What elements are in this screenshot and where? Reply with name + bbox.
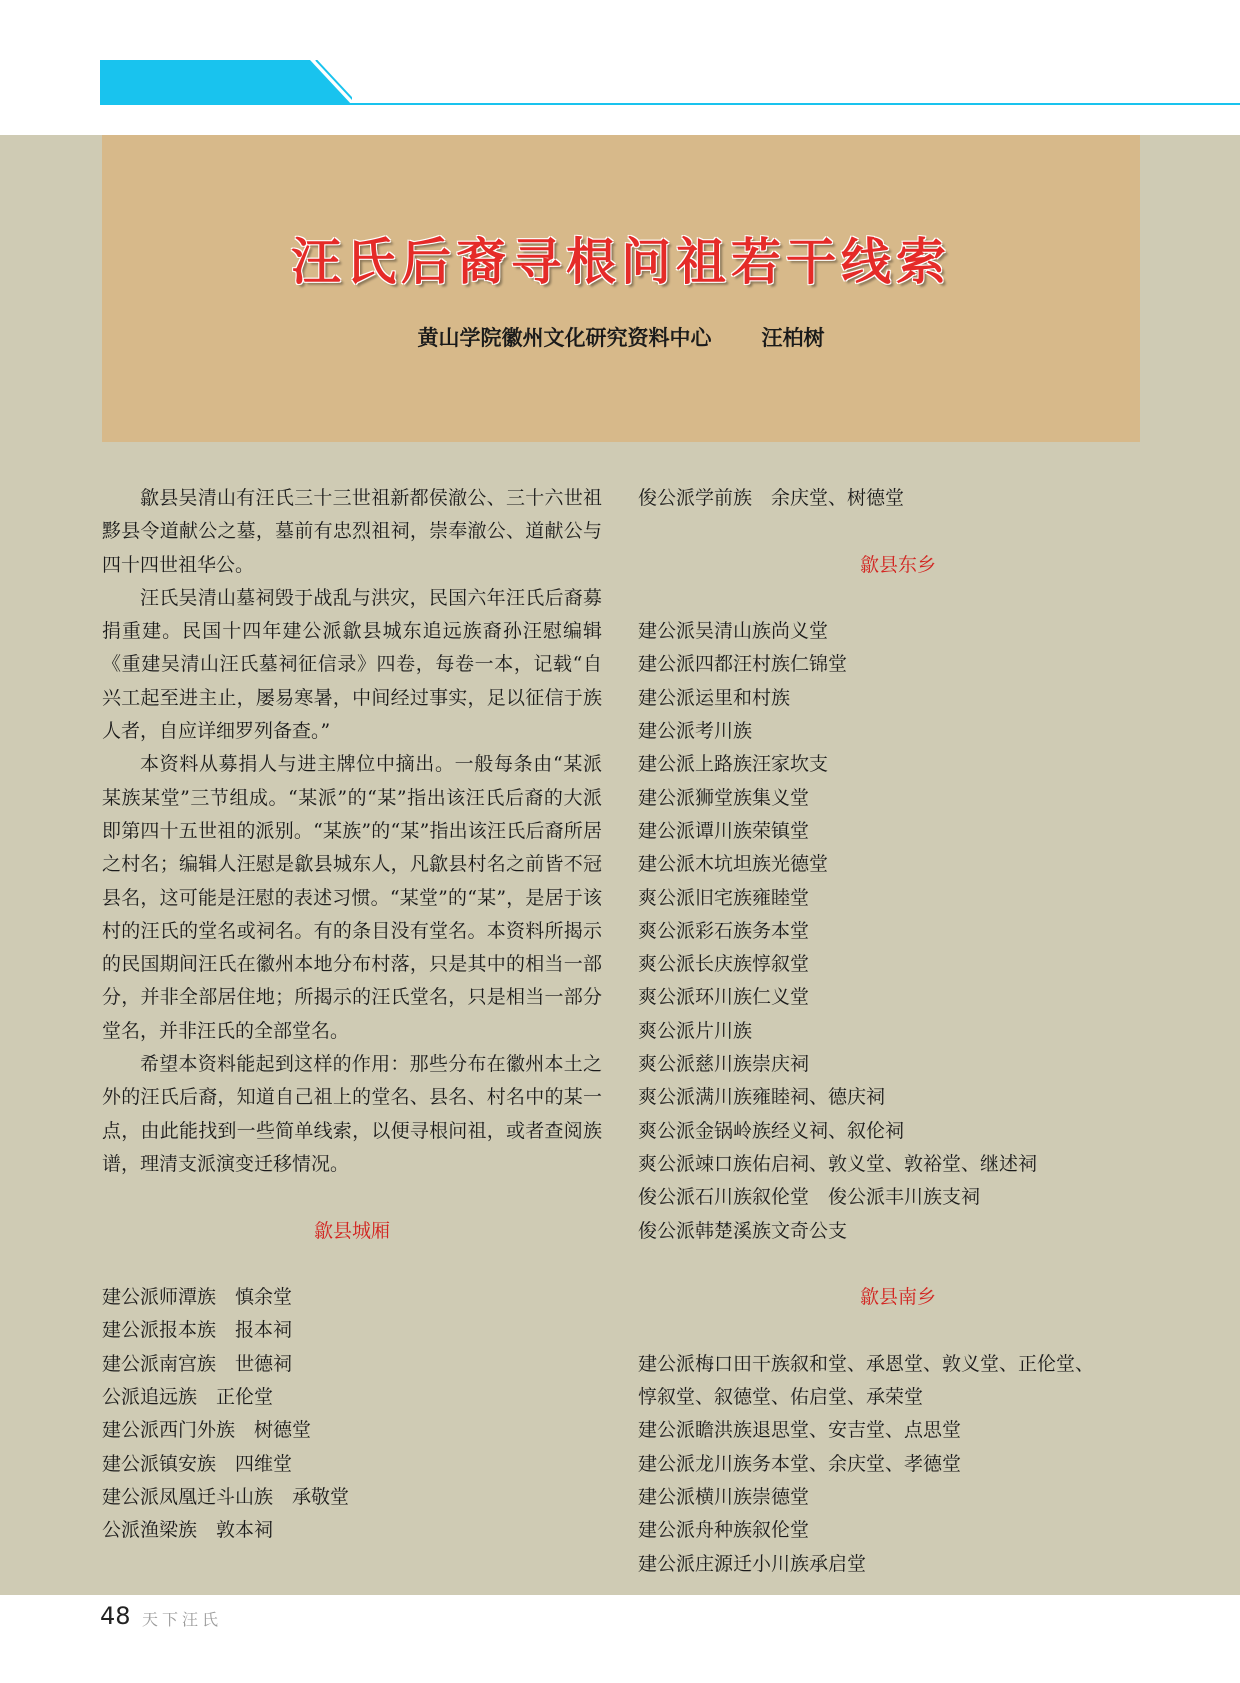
list-item: 爽公派长庆族惇叙堂	[638, 953, 810, 976]
list-item: 爽公派片川族	[638, 1019, 753, 1042]
list-item: 建公派考川族	[638, 720, 753, 743]
list-item: 建公派运里和村族	[638, 686, 791, 709]
list-item: 爽公派慈川族崇庆祠	[638, 1053, 810, 1076]
body-paragraph: 本资料从募捐人与进主牌位中摘出。一般每条由“某派某族某堂”三节组成。“某派”的“某”指出该汪氏后裔的大派即第四十五世祖的派别。“某族”的“某”指出该汪氏后裔所居之村名；编辑人汪慰是歙县城东人，凡歙县村名之前皆不冠县名，这可能是汪慰的表述习惯。“某堂”的“某”，是居于该村的汪氏的堂名或祠名。有的条目没有堂名。本资料所揭示的民国期间汪氏在徽州本地分布村落，只是其中的相当一部分，并非全部居住地；所揭示的汪氏堂名，只是相当一部分堂名，并非汪氏的全部堂名。	[102, 753, 602, 1042]
list-item: 爽公派彩石族务本堂	[638, 919, 810, 942]
list-item: 建公派舟种族叙伦堂	[638, 1519, 810, 1542]
header-tab-bar	[100, 60, 310, 105]
article-title: 汪氏后裔寻根问祖若干线索	[291, 233, 951, 291]
list-item: 建公派报本族 报本祠	[102, 1319, 293, 1342]
body-paragraph: 歙县吴清山有汪氏三十三世祖新都侯澈公、三十六世祖黟县令道献公之墓，墓前有忠烈祖祠，崇奉澈公、道献公与四十四世祖华公。	[102, 487, 602, 576]
list-item: 建公派镇安族 四维堂	[102, 1452, 293, 1475]
left-column	[102, 482, 602, 1548]
author-name: 汪柏树	[761, 326, 825, 350]
list-item: 爽公派竦口族佑启祠、敦义堂、敦裕堂、继述祠	[638, 1152, 1038, 1175]
header-rule	[100, 103, 1240, 105]
list-item: 建公派南宫族 世德祠	[102, 1352, 293, 1375]
list-item: 惇叙堂、叙德堂、佑启堂、承荣堂	[638, 1386, 924, 1409]
list-item: 建公派瞻洪族退思堂、安吉堂、点思堂	[638, 1419, 962, 1442]
article-byline	[102, 322, 1140, 352]
page-number: 48	[100, 1602, 131, 1630]
list-item: 建公派谭川族荣镇堂	[638, 819, 810, 842]
body-paragraph: 希望本资料能起到这样的作用：那些分布在徽州本土之外的汪氏后裔，知道自己祖上的堂名、县名、村名中的某一点，由此能找到一些简单线索，以便寻根问祖，或者查阅族谱，理清支派演变迁移情况。	[102, 1053, 602, 1175]
list-item: 建公派狮堂族集义堂	[638, 786, 810, 809]
list-item: 俊公派石川族叙伦堂 俊公派丰川族支祠	[638, 1186, 981, 1209]
list-item: 建公派梅口田干族叙和堂、承恩堂、敦义堂、正伦堂、	[638, 1352, 1095, 1375]
header-tab-slant	[292, 60, 352, 105]
section-heading-south: 歙县南乡	[859, 1286, 936, 1309]
list-item: 公派渔梁族 敦本祠	[102, 1519, 274, 1542]
list-item: 建公派龙川族务本堂、余庆堂、孝德堂	[638, 1452, 962, 1475]
list-item: 爽公派环川族仁义堂	[638, 986, 810, 1009]
right-column	[638, 482, 1158, 1581]
list-item: 俊公派学前族 余庆堂、树德堂	[638, 487, 905, 509]
list-item: 建公派上路族汪家坎支	[638, 753, 829, 776]
list-item: 建公派四都汪村族仁锦堂	[638, 653, 848, 676]
list-item: 建公派木坑坦族光德堂	[638, 853, 829, 876]
list-item: 公派追远族 正伦堂	[102, 1386, 274, 1409]
list-item: 爽公派满川族雍睦祠、德庆祠	[638, 1086, 886, 1109]
list-item: 爽公派金锅岭族经义祠、叙伦祠	[638, 1119, 905, 1142]
list-item: 建公派凤凰迁斗山族 承敬堂	[102, 1485, 350, 1508]
author-affiliation: 黄山学院徽州文化研究资料中心	[417, 326, 712, 350]
section-heading-city: 歙县城厢	[313, 1219, 390, 1242]
list-item: 爽公派旧宅族雍睦堂	[638, 886, 810, 909]
list-item: 建公派庄源迁小川族承启堂	[638, 1552, 867, 1575]
section-heading-east: 歙县东乡	[859, 553, 936, 576]
body-paragraph: 汪氏吴清山墓祠毁于战乱与洪灾，民国六年汪氏后裔募捐重建。民国十四年建公派歙县城东追远族裔孙汪慰编辑《重建吴清山汪氏墓祠征信录》四卷，每卷一本，记载“自兴工起至进主止，屡易寒暑，中间经过事实，足以征信于族人者，自应详细罗列备查。”	[102, 586, 602, 743]
list-item: 建公派西门外族 树德堂	[102, 1419, 312, 1442]
list-item: 建公派横川族崇德堂	[638, 1485, 810, 1508]
list-item: 俊公派韩楚溪族文奇公支	[638, 1219, 848, 1242]
list-item: 建公派师潭族 慎余堂	[102, 1286, 293, 1309]
magazine-name: 天下汪氏	[142, 1610, 223, 1629]
list-item: 建公派吴清山族尚义堂	[638, 620, 829, 643]
